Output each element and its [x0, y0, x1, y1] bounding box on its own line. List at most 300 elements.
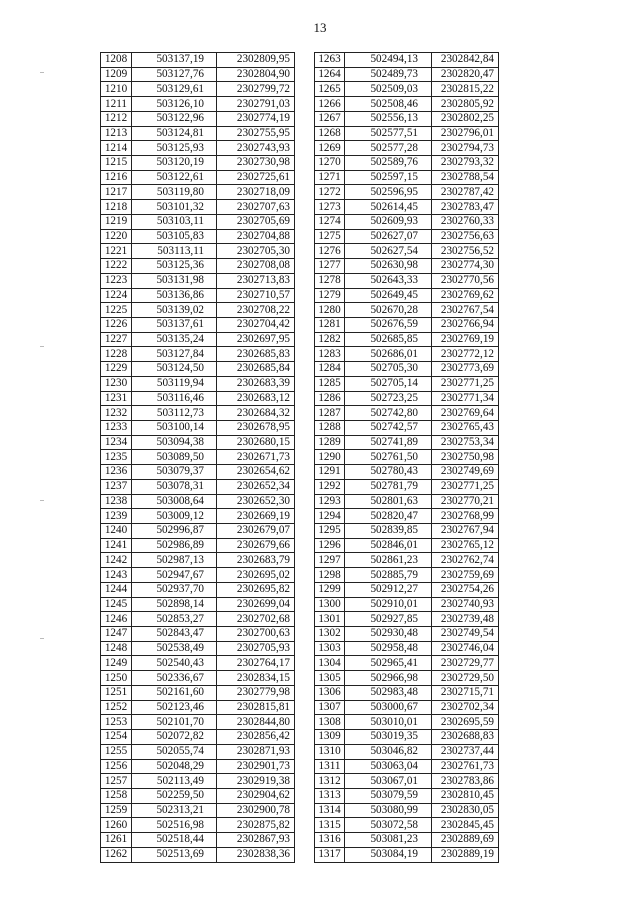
y-coordinate-cell: 2302769,19: [432, 332, 499, 347]
x-coordinate-cell: 503124,50: [132, 362, 217, 377]
table-row: [315, 229, 499, 244]
point-number-cell: 1266: [315, 97, 345, 112]
y-coordinate-cell: 2302809,95: [217, 53, 295, 68]
table-row: [101, 538, 295, 553]
y-coordinate-cell: 2302838,36: [217, 847, 295, 862]
table-row: [315, 700, 499, 715]
x-coordinate-cell: 503103,11: [132, 214, 217, 229]
y-coordinate-cell: 2302770,21: [432, 494, 499, 509]
y-coordinate-cell: 2302783,86: [432, 774, 499, 789]
x-coordinate-cell: 502937,70: [132, 582, 217, 597]
y-coordinate-cell: 2302739,48: [432, 612, 499, 627]
x-coordinate-cell: 503081,23: [345, 833, 432, 848]
x-coordinate-cell: 502780,43: [345, 465, 432, 480]
y-coordinate-cell: 2302697,95: [217, 332, 295, 347]
table-row: [315, 53, 499, 68]
y-coordinate-cell: 2302759,69: [432, 568, 499, 583]
table-row: [315, 362, 499, 377]
y-coordinate-cell: 2302683,12: [217, 391, 295, 406]
table-row: [315, 435, 499, 450]
table-row: [315, 67, 499, 82]
table-row: [315, 509, 499, 524]
x-coordinate-cell: 503100,14: [132, 420, 217, 435]
y-coordinate-cell: 2302871,93: [217, 744, 295, 759]
table-row: [315, 744, 499, 759]
point-number-cell: 1298: [315, 568, 345, 583]
x-coordinate-cell: 502986,89: [132, 538, 217, 553]
y-coordinate-cell: 2302708,08: [217, 259, 295, 274]
y-coordinate-cell: 2302718,09: [217, 185, 295, 200]
point-number-cell: 1274: [315, 214, 345, 229]
x-coordinate-cell: 502741,89: [345, 435, 432, 450]
point-number-cell: 1247: [101, 627, 132, 642]
x-coordinate-cell: 502861,23: [345, 553, 432, 568]
table-row: [315, 303, 499, 318]
y-coordinate-cell: 2302845,45: [432, 818, 499, 833]
table-row: [315, 582, 499, 597]
table-row: [101, 597, 295, 612]
table-row: [315, 715, 499, 730]
table-row: [101, 376, 295, 391]
table-row: [315, 524, 499, 539]
table-row: [101, 347, 295, 362]
x-coordinate-cell: 502161,60: [132, 685, 217, 700]
y-coordinate-cell: 2302695,82: [217, 582, 295, 597]
point-number-cell: 1289: [315, 435, 345, 450]
x-coordinate-cell: 503063,04: [345, 759, 432, 774]
table-row: [315, 244, 499, 259]
y-coordinate-cell: 2302715,71: [432, 685, 499, 700]
x-coordinate-cell: 502336,67: [132, 671, 217, 686]
table-row: [315, 185, 499, 200]
point-number-cell: 1303: [315, 641, 345, 656]
x-coordinate-cell: 502996,87: [132, 524, 217, 539]
point-number-cell: 1223: [101, 273, 132, 288]
x-coordinate-cell: 502649,45: [345, 288, 432, 303]
table-row: [101, 744, 295, 759]
table-row: [101, 685, 295, 700]
point-number-cell: 1242: [101, 553, 132, 568]
y-coordinate-cell: 2302805,92: [432, 97, 499, 112]
y-coordinate-cell: 2302771,34: [432, 391, 499, 406]
table-row: [101, 126, 295, 141]
point-number-cell: 1213: [101, 126, 132, 141]
table-row: [315, 774, 499, 789]
x-coordinate-cell: 502627,07: [345, 229, 432, 244]
point-number-cell: 1259: [101, 803, 132, 818]
y-coordinate-cell: 2302700,63: [217, 627, 295, 642]
y-coordinate-cell: 2302765,12: [432, 538, 499, 553]
x-coordinate-cell: 502947,67: [132, 568, 217, 583]
x-coordinate-cell: 502705,14: [345, 376, 432, 391]
y-coordinate-cell: 2302787,42: [432, 185, 499, 200]
y-coordinate-cell: 2302765,43: [432, 420, 499, 435]
table-row: [101, 509, 295, 524]
table-row: [315, 406, 499, 421]
point-number-cell: 1285: [315, 376, 345, 391]
point-number-cell: 1253: [101, 715, 132, 730]
table-row: [315, 317, 499, 332]
table-row: [315, 847, 499, 862]
x-coordinate-cell: 503125,36: [132, 259, 217, 274]
table-row: [315, 641, 499, 656]
y-coordinate-cell: 2302702,68: [217, 612, 295, 627]
table-row: [315, 818, 499, 833]
y-coordinate-cell: 2302750,98: [432, 450, 499, 465]
y-coordinate-cell: 2302770,56: [432, 273, 499, 288]
y-coordinate-cell: 2302834,15: [217, 671, 295, 686]
y-coordinate-cell: 2302889,19: [432, 847, 499, 862]
y-coordinate-cell: 2302769,62: [432, 288, 499, 303]
table-row: [315, 259, 499, 274]
table-row: [101, 450, 295, 465]
y-coordinate-cell: 2302730,98: [217, 156, 295, 171]
x-coordinate-cell: 502839,85: [345, 524, 432, 539]
point-number-cell: 1238: [101, 494, 132, 509]
x-coordinate-cell: 502630,98: [345, 259, 432, 274]
y-coordinate-cell: 2302652,34: [217, 479, 295, 494]
x-coordinate-cell: 502885,79: [345, 568, 432, 583]
y-coordinate-cell: 2302671,73: [217, 450, 295, 465]
y-coordinate-cell: 2302680,15: [217, 435, 295, 450]
point-number-cell: 1210: [101, 82, 132, 97]
point-number-cell: 1237: [101, 479, 132, 494]
x-coordinate-cell: 503067,01: [345, 774, 432, 789]
y-coordinate-cell: 2302749,54: [432, 627, 499, 642]
point-number-cell: 1214: [101, 141, 132, 156]
x-coordinate-cell: 502489,73: [345, 67, 432, 82]
y-coordinate-cell: 2302796,01: [432, 126, 499, 141]
point-number-cell: 1299: [315, 582, 345, 597]
table-row: [101, 288, 295, 303]
point-number-cell: 1243: [101, 568, 132, 583]
x-coordinate-cell: 503080,99: [345, 803, 432, 818]
y-coordinate-cell: 2302654,62: [217, 465, 295, 480]
point-number-cell: 1218: [101, 200, 132, 215]
x-coordinate-cell: 503046,82: [345, 744, 432, 759]
x-coordinate-cell: 503137,19: [132, 53, 217, 68]
y-coordinate-cell: 2302794,73: [432, 141, 499, 156]
x-coordinate-cell: 503079,59: [345, 788, 432, 803]
point-number-cell: 1273: [315, 200, 345, 215]
x-coordinate-cell: 502589,76: [345, 156, 432, 171]
point-number-cell: 1269: [315, 141, 345, 156]
point-number-cell: 1311: [315, 759, 345, 774]
x-coordinate-cell: 502670,28: [345, 303, 432, 318]
y-coordinate-cell: 2302708,22: [217, 303, 295, 318]
table-row: [101, 641, 295, 656]
y-coordinate-cell: 2302705,69: [217, 214, 295, 229]
y-coordinate-cell: 2302707,63: [217, 200, 295, 215]
point-number-cell: 1254: [101, 730, 132, 745]
point-number-cell: 1231: [101, 391, 132, 406]
table-row: [315, 627, 499, 642]
point-number-cell: 1280: [315, 303, 345, 318]
point-number-cell: 1281: [315, 317, 345, 332]
table-row: [101, 214, 295, 229]
table-row: [315, 450, 499, 465]
point-number-cell: 1261: [101, 833, 132, 848]
point-number-cell: 1244: [101, 582, 132, 597]
x-coordinate-cell: 503122,96: [132, 111, 217, 126]
y-coordinate-cell: 2302904,62: [217, 788, 295, 803]
y-coordinate-cell: 2302772,12: [432, 347, 499, 362]
table-row: [315, 141, 499, 156]
y-coordinate-cell: 2302802,25: [432, 111, 499, 126]
x-coordinate-cell: 502801,63: [345, 494, 432, 509]
x-coordinate-cell: 502055,74: [132, 744, 217, 759]
point-number-cell: 1241: [101, 538, 132, 553]
y-coordinate-cell: 2302705,93: [217, 641, 295, 656]
x-coordinate-cell: 503120,19: [132, 156, 217, 171]
y-coordinate-cell: 2302749,69: [432, 465, 499, 480]
y-coordinate-cell: 2302779,98: [217, 685, 295, 700]
point-number-cell: 1246: [101, 612, 132, 627]
point-number-cell: 1302: [315, 627, 345, 642]
y-coordinate-cell: 2302756,52: [432, 244, 499, 259]
x-coordinate-cell: 502723,25: [345, 391, 432, 406]
table-row: [315, 156, 499, 171]
point-number-cell: 1272: [315, 185, 345, 200]
table-row: [315, 376, 499, 391]
table-row: [101, 391, 295, 406]
x-coordinate-cell: 502781,79: [345, 479, 432, 494]
table-row: [101, 67, 295, 82]
x-coordinate-cell: 502113,49: [132, 774, 217, 789]
x-coordinate-cell: 502259,50: [132, 788, 217, 803]
y-coordinate-cell: 2302815,22: [432, 82, 499, 97]
point-number-cell: 1224: [101, 288, 132, 303]
x-coordinate-cell: 502643,33: [345, 273, 432, 288]
x-coordinate-cell: 502597,15: [345, 170, 432, 185]
y-coordinate-cell: 2302799,72: [217, 82, 295, 97]
margin-mark: [40, 72, 44, 73]
point-number-cell: 1217: [101, 185, 132, 200]
y-coordinate-cell: 2302683,79: [217, 553, 295, 568]
x-coordinate-cell: 502912,27: [345, 582, 432, 597]
point-number-cell: 1305: [315, 671, 345, 686]
point-number-cell: 1209: [101, 67, 132, 82]
y-coordinate-cell: 2302729,50: [432, 671, 499, 686]
x-coordinate-cell: 503135,24: [132, 332, 217, 347]
point-number-cell: 1293: [315, 494, 345, 509]
x-coordinate-cell: 502910,01: [345, 597, 432, 612]
x-coordinate-cell: 502742,80: [345, 406, 432, 421]
x-coordinate-cell: 502853,27: [132, 612, 217, 627]
point-number-cell: 1271: [315, 170, 345, 185]
point-number-cell: 1251: [101, 685, 132, 700]
point-number-cell: 1250: [101, 671, 132, 686]
y-coordinate-cell: 2302875,82: [217, 818, 295, 833]
point-number-cell: 1227: [101, 332, 132, 347]
coordinates-table-left: [100, 52, 295, 863]
point-number-cell: 1275: [315, 229, 345, 244]
y-coordinate-cell: 2302810,45: [432, 788, 499, 803]
y-coordinate-cell: 2302688,83: [432, 730, 499, 745]
y-coordinate-cell: 2302737,44: [432, 744, 499, 759]
table-row: [101, 582, 295, 597]
table-row: [101, 656, 295, 671]
y-coordinate-cell: 2302771,25: [432, 376, 499, 391]
x-coordinate-cell: 502930,48: [345, 627, 432, 642]
y-coordinate-cell: 2302685,83: [217, 347, 295, 362]
point-number-cell: 1234: [101, 435, 132, 450]
table-row: [315, 553, 499, 568]
point-number-cell: 1278: [315, 273, 345, 288]
point-number-cell: 1296: [315, 538, 345, 553]
table-row: [315, 214, 499, 229]
table-row: [101, 244, 295, 259]
table-row: [101, 317, 295, 332]
x-coordinate-cell: 503127,84: [132, 347, 217, 362]
x-coordinate-cell: 503137,61: [132, 317, 217, 332]
x-coordinate-cell: 502494,13: [345, 53, 432, 68]
x-coordinate-cell: 502509,03: [345, 82, 432, 97]
x-coordinate-cell: 503101,32: [132, 200, 217, 215]
y-coordinate-cell: 2302729,77: [432, 656, 499, 671]
y-coordinate-cell: 2302842,84: [432, 53, 499, 68]
y-coordinate-cell: 2302699,04: [217, 597, 295, 612]
x-coordinate-cell: 503105,83: [132, 229, 217, 244]
table-row: [315, 479, 499, 494]
table-row: [101, 788, 295, 803]
table-row: [101, 332, 295, 347]
y-coordinate-cell: 2302760,33: [432, 214, 499, 229]
y-coordinate-cell: 2302761,73: [432, 759, 499, 774]
table-row: [315, 612, 499, 627]
table-row: [315, 200, 499, 215]
x-coordinate-cell: 502313,21: [132, 803, 217, 818]
x-coordinate-cell: 502843,47: [132, 627, 217, 642]
point-number-cell: 1295: [315, 524, 345, 539]
point-number-cell: 1315: [315, 818, 345, 833]
point-number-cell: 1260: [101, 818, 132, 833]
point-number-cell: 1276: [315, 244, 345, 259]
x-coordinate-cell: 503122,61: [132, 170, 217, 185]
point-number-cell: 1279: [315, 288, 345, 303]
x-coordinate-cell: 503127,76: [132, 67, 217, 82]
point-number-cell: 1221: [101, 244, 132, 259]
table-row: [101, 82, 295, 97]
table-row: [101, 141, 295, 156]
point-number-cell: 1220: [101, 229, 132, 244]
x-coordinate-cell: 503131,98: [132, 273, 217, 288]
point-number-cell: 1313: [315, 788, 345, 803]
x-coordinate-cell: 503078,31: [132, 479, 217, 494]
table-row: [101, 627, 295, 642]
x-coordinate-cell: 502609,93: [345, 214, 432, 229]
table-row: [101, 229, 295, 244]
table-row: [101, 803, 295, 818]
table-row: [315, 833, 499, 848]
point-number-cell: 1249: [101, 656, 132, 671]
table-row: [315, 685, 499, 700]
x-coordinate-cell: 502627,54: [345, 244, 432, 259]
y-coordinate-cell: 2302746,04: [432, 641, 499, 656]
x-coordinate-cell: 502676,59: [345, 317, 432, 332]
point-number-cell: 1290: [315, 450, 345, 465]
y-coordinate-cell: 2302856,42: [217, 730, 295, 745]
x-coordinate-cell: 502983,48: [345, 685, 432, 700]
table-row: [315, 568, 499, 583]
x-coordinate-cell: 502518,44: [132, 833, 217, 848]
x-coordinate-cell: 503084,19: [345, 847, 432, 862]
x-coordinate-cell: 502965,41: [345, 656, 432, 671]
table-row: [315, 273, 499, 288]
table-row: [101, 524, 295, 539]
x-coordinate-cell: 502685,85: [345, 332, 432, 347]
point-number-cell: 1301: [315, 612, 345, 627]
point-number-cell: 1265: [315, 82, 345, 97]
x-coordinate-cell: 502761,50: [345, 450, 432, 465]
y-coordinate-cell: 2302710,57: [217, 288, 295, 303]
point-number-cell: 1258: [101, 788, 132, 803]
y-coordinate-cell: 2302768,99: [432, 509, 499, 524]
table-row: [101, 833, 295, 848]
table-row: [101, 818, 295, 833]
table-row: [315, 97, 499, 112]
y-coordinate-cell: 2302867,93: [217, 833, 295, 848]
x-coordinate-cell: 503079,37: [132, 465, 217, 480]
x-coordinate-cell: 502516,98: [132, 818, 217, 833]
point-number-cell: 1317: [315, 847, 345, 862]
table-row: [101, 759, 295, 774]
point-number-cell: 1216: [101, 170, 132, 185]
x-coordinate-cell: 502958,48: [345, 641, 432, 656]
y-coordinate-cell: 2302900,78: [217, 803, 295, 818]
x-coordinate-cell: 502072,82: [132, 730, 217, 745]
x-coordinate-cell: 503000,67: [345, 700, 432, 715]
table-row: [101, 715, 295, 730]
table-row: [101, 362, 295, 377]
x-coordinate-cell: 502540,43: [132, 656, 217, 671]
y-coordinate-cell: 2302704,88: [217, 229, 295, 244]
point-number-cell: 1229: [101, 362, 132, 377]
table-row: [101, 156, 295, 171]
point-number-cell: 1252: [101, 700, 132, 715]
y-coordinate-cell: 2302679,66: [217, 538, 295, 553]
point-number-cell: 1225: [101, 303, 132, 318]
point-number-cell: 1310: [315, 744, 345, 759]
point-number-cell: 1300: [315, 597, 345, 612]
point-number-cell: 1309: [315, 730, 345, 745]
point-number-cell: 1222: [101, 259, 132, 274]
point-number-cell: 1267: [315, 111, 345, 126]
table-row: [101, 406, 295, 421]
y-coordinate-cell: 2302713,83: [217, 273, 295, 288]
point-number-cell: 1264: [315, 67, 345, 82]
y-coordinate-cell: 2302791,03: [217, 97, 295, 112]
table-row: [101, 774, 295, 789]
table-row: [101, 479, 295, 494]
table-row: [101, 97, 295, 112]
table-row: [315, 538, 499, 553]
y-coordinate-cell: 2302704,42: [217, 317, 295, 332]
point-number-cell: 1211: [101, 97, 132, 112]
y-coordinate-cell: 2302820,47: [432, 67, 499, 82]
point-number-cell: 1312: [315, 774, 345, 789]
x-coordinate-cell: 503089,50: [132, 450, 217, 465]
table-row: [315, 759, 499, 774]
point-number-cell: 1284: [315, 362, 345, 377]
table-row: [101, 200, 295, 215]
x-coordinate-cell: 503136,86: [132, 288, 217, 303]
table-row: [101, 700, 295, 715]
point-number-cell: 1256: [101, 759, 132, 774]
table-row: [101, 671, 295, 686]
point-number-cell: 1215: [101, 156, 132, 171]
y-coordinate-cell: 2302678,95: [217, 420, 295, 435]
